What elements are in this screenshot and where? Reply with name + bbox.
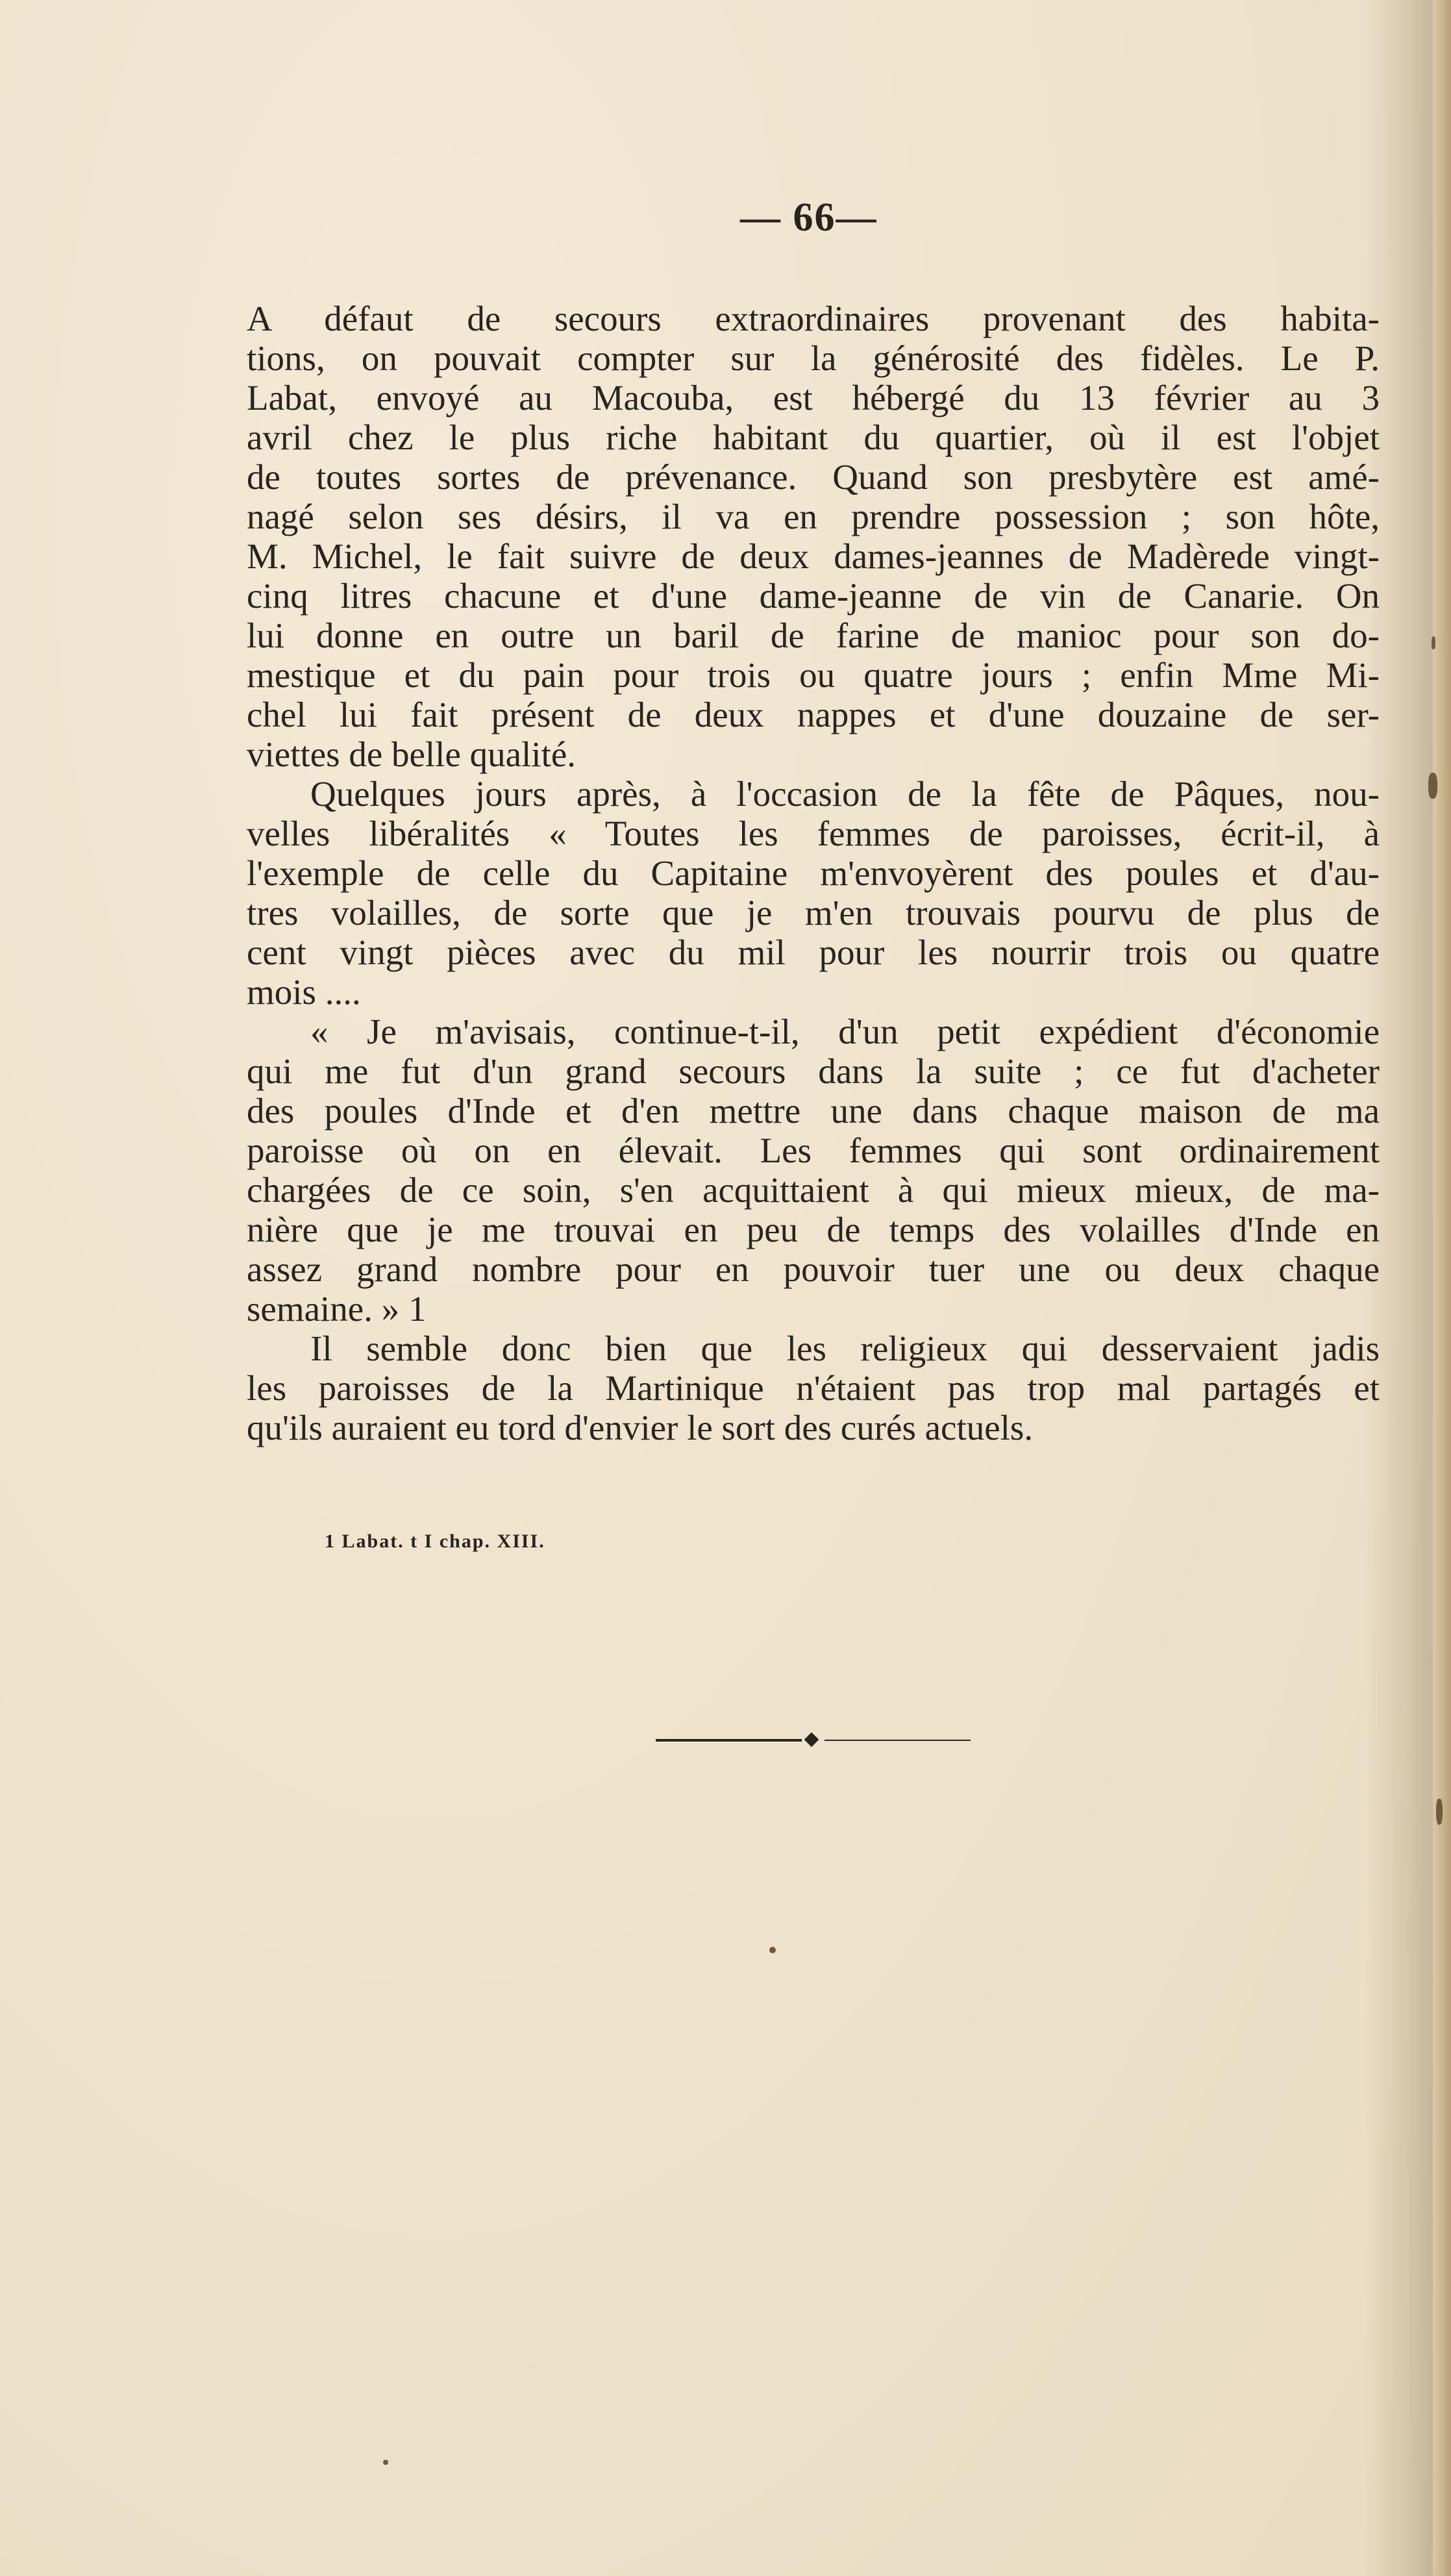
text-line: mestique et du pain pour trois ou quatre jours ; enfin Mme Mi- [247,655,1380,695]
text-line: « Je m'avisais, continue-t-il, d'un petit expédient d'économie [310,1012,1380,1051]
text-line: qu'ils auraient eu tord d'envier le sort des curés actuels. [247,1408,1034,1447]
text-line: chel lui fait présent de deux nappes et d'une douzaine de ser- [247,695,1380,734]
text-line: de toutes sortes de prévenance. Quand son presbytère est amé- [247,457,1380,497]
divider-rule-left [656,1739,802,1742]
text-line: des poules d'Inde et d'en mettre une dans chaque maison de ma [247,1091,1380,1131]
page-number: — 66— [740,195,878,240]
text-line: nière que je me trouvai en peu de temps des volailles d'Inde en [247,1210,1380,1249]
text-line: cinq litres chacune et d'une dame-jeanne de vin de Canarie. On [247,576,1380,616]
text-line: tions, on pouvait compter sur la générosité des fidèles. Le P. [247,338,1380,378]
text-line: A défaut de secours extraordinaires provenant des habita- [247,299,1380,338]
section-divider-ornament [656,1732,971,1748]
text-line: velles libéralités « Toutes les femmes de paroisses, écrit-il, à [247,814,1380,853]
text-line: l'exemple de celle du Capitaine m'envoyèrent des poules et d'au- [247,853,1380,893]
text-line: lui donne en outre un baril de farine de manioc pour son do- [247,616,1380,655]
text-line: Il semble donc bien que les religieux qui desservaient jadis [310,1329,1380,1368]
paper-speck [383,2460,388,2465]
text-line: nagé selon ses désirs, il va en prendre possession ; son hôte, [247,497,1380,536]
text-line: mois .... [247,972,361,1012]
footnote: 1 Labat. t I chap. XIII. [325,1531,545,1552]
text-line: M. Michel, le fait suivre de deux dames-jeannes de Madèrede vingt- [247,536,1380,576]
text-line: assez grand nombre pour en pouvoir tuer une ou deux chaque [247,1249,1380,1289]
paper-speck [769,1947,776,1953]
text-line: semaine. » 1 [247,1289,427,1329]
divider-rule-right [825,1740,971,1741]
text-line: Labat, envoyé au Macouba, est hébergé du 13 février au 3 [247,378,1380,418]
text-line: qui me fut d'un grand secours dans la suite ; ce fut d'acheter [247,1051,1380,1091]
text-line: cent vingt pièces avec du mil pour les nourrir trois ou quatre [247,932,1380,972]
page-edge-shadow [1433,0,1451,2576]
diamond-ornament-icon [804,1732,819,1747]
paper-speck [1432,636,1435,649]
text-line: chargées de ce soin, s'en acquittaient à qui mieux mieux, de ma- [247,1170,1380,1210]
paper-speck [1436,1799,1443,1825]
body-text [247,299,1380,1447]
text-line: viettes de belle qualité. [247,734,577,774]
paper-speck [1428,773,1437,799]
text-line: paroisse où on en élevait. Les femmes qui sont ordinairement [247,1131,1380,1170]
text-line: avril chez le plus riche habitant du quartier, où il est l'objet [247,418,1380,457]
text-line: tres volailles, de sorte que je m'en trouvais pourvu de plus de [247,893,1380,932]
text-line: les paroisses de la Martinique n'étaient pas trop mal partagés et [247,1368,1380,1408]
text-line: Quelques jours après, à l'occasion de la fête de Pâques, nou- [310,774,1380,814]
